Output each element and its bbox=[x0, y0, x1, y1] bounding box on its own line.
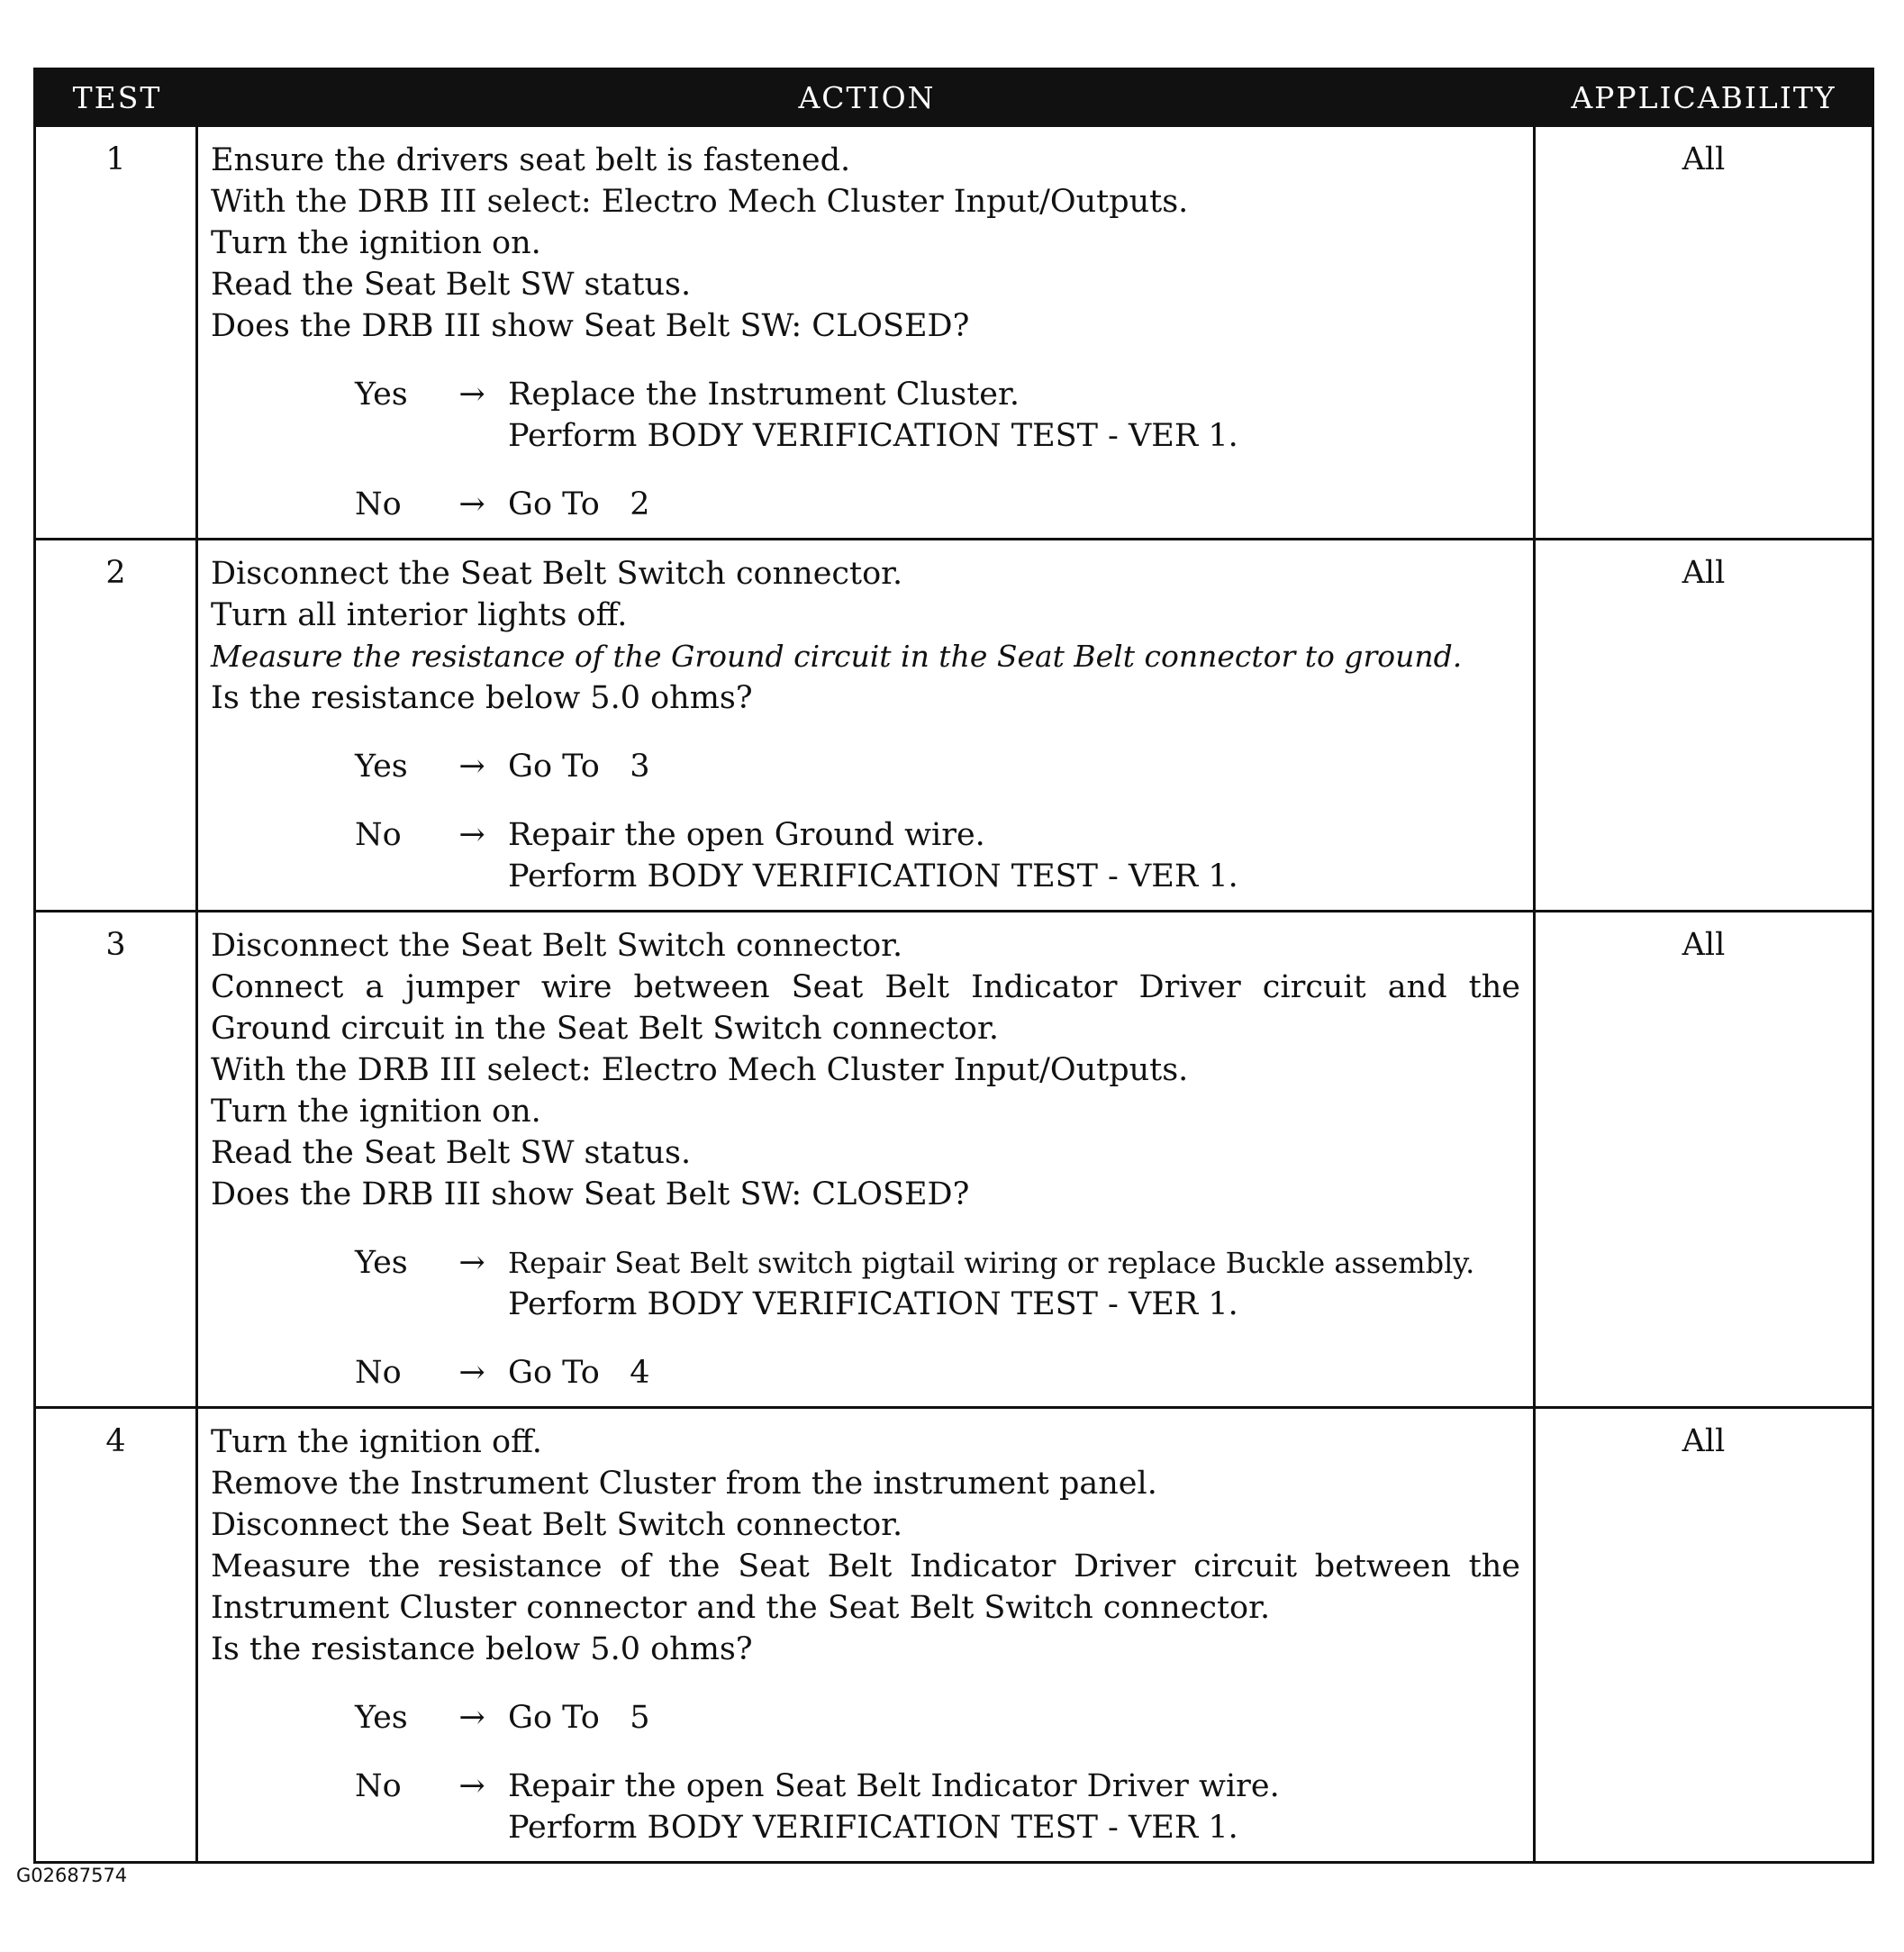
result-line: Repair Seat Belt switch pigtail wiring or replace Buckle assembly. bbox=[508, 1246, 1475, 1280]
arrow-right-icon: → bbox=[458, 1700, 485, 1736]
table-row bbox=[36, 124, 1872, 538]
result-line: Go To 5 bbox=[508, 1700, 650, 1736]
result-line: Perform BODY VERIFICATION TEST - VER 1. bbox=[508, 1286, 1238, 1322]
yes-label: Yes bbox=[355, 377, 408, 413]
action-step: Ensure the drivers seat belt is fastened. bbox=[211, 142, 851, 178]
no-outcome bbox=[355, 484, 1520, 525]
result-line: Go To 3 bbox=[508, 749, 650, 785]
action-step: With the DRB III select: Electro Mech Cluster Input/Outputs. bbox=[211, 184, 1189, 220]
result-line: Repair the open Seat Belt Indicator Driver wire. bbox=[508, 1768, 1280, 1804]
action-cell bbox=[198, 912, 1536, 1406]
no-label: No bbox=[355, 486, 402, 522]
action-step: Remove the Instrument Cluster from the instrument panel. bbox=[211, 1466, 1157, 1502]
table-row bbox=[36, 1406, 1872, 1861]
test-number: 3 bbox=[36, 912, 198, 1406]
test-number: 2 bbox=[36, 540, 198, 910]
header-action: ACTION bbox=[798, 79, 936, 115]
yes-result bbox=[508, 1697, 1520, 1739]
diagnostic-test-table bbox=[33, 68, 1874, 1864]
action-step: Read the Seat Belt SW status. bbox=[211, 267, 692, 303]
header-test: TEST bbox=[72, 79, 162, 115]
no-result bbox=[508, 484, 1520, 525]
yes-outcome bbox=[355, 1697, 1520, 1739]
action-step: Turn the ignition off. bbox=[211, 1424, 542, 1460]
action-cell bbox=[198, 1409, 1536, 1861]
yes-result bbox=[508, 374, 1520, 457]
applicability-value: All bbox=[1682, 555, 1726, 591]
action-step: Connect a jumper wire between Seat Belt Indicator Driver circuit and the Ground circuit in the Seat Belt Switch connector. bbox=[211, 969, 1520, 1047]
result-line: Perform BODY VERIFICATION TEST - VER 1. bbox=[508, 858, 1238, 894]
yes-outcome bbox=[355, 1242, 1520, 1325]
result-line: Perform BODY VERIFICATION TEST - VER 1. bbox=[508, 1810, 1238, 1846]
arrow-right-icon: → bbox=[458, 377, 485, 413]
test-number: 1 bbox=[36, 127, 198, 538]
action-step: With the DRB III select: Electro Mech Cluster Input/Outputs. bbox=[211, 1052, 1189, 1088]
header-applicability: APPLICABILITY bbox=[1571, 79, 1836, 115]
applicability-value: All bbox=[1682, 927, 1726, 963]
arrow-right-icon: → bbox=[458, 1245, 485, 1281]
action-step: Disconnect the Seat Belt Switch connector. bbox=[211, 1507, 903, 1543]
action-step: Disconnect the Seat Belt Switch connector. bbox=[211, 928, 903, 964]
table-row bbox=[36, 910, 1872, 1406]
figure-id: G02687574 bbox=[16, 1865, 128, 1886]
action-step: Measure the resistance of the Ground circuit in the Seat Belt connector to ground. bbox=[211, 639, 1463, 674]
table-header bbox=[36, 70, 1872, 124]
arrow-right-icon: → bbox=[458, 1355, 485, 1391]
action-cell bbox=[198, 127, 1536, 538]
result-line: Go To 2 bbox=[508, 486, 650, 522]
action-step: Turn the ignition on. bbox=[211, 225, 541, 261]
no-label: No bbox=[355, 817, 402, 853]
no-outcome bbox=[355, 1766, 1520, 1848]
no-outcome bbox=[355, 1352, 1520, 1394]
result-line: Repair the open Ground wire. bbox=[508, 817, 985, 853]
action-step: Measure the resistance of the Seat Belt Indicator Driver circuit between the Instrument Cluster connector and the Seat Belt Switch connector. bbox=[211, 1548, 1520, 1626]
arrow-right-icon: → bbox=[458, 749, 485, 785]
yes-outcome bbox=[355, 746, 1520, 787]
action-step: Is the resistance below 5.0 ohms? bbox=[211, 680, 753, 716]
no-result bbox=[508, 1766, 1520, 1848]
action-step: Turn the ignition on. bbox=[211, 1094, 541, 1130]
yes-label: Yes bbox=[355, 749, 408, 785]
arrow-right-icon: → bbox=[458, 486, 485, 522]
arrow-right-icon: → bbox=[458, 817, 485, 853]
result-line: Replace the Instrument Cluster. bbox=[508, 377, 1020, 413]
no-outcome bbox=[355, 814, 1520, 897]
action-step: Is the resistance below 5.0 ohms? bbox=[211, 1631, 753, 1667]
no-label: No bbox=[355, 1768, 402, 1804]
action-step: Turn all interior lights off. bbox=[211, 597, 628, 633]
no-label: No bbox=[355, 1355, 402, 1391]
action-step: Disconnect the Seat Belt Switch connector. bbox=[211, 556, 903, 592]
action-step: Does the DRB III show Seat Belt SW: CLOSED? bbox=[211, 1176, 970, 1212]
result-line: Perform BODY VERIFICATION TEST - VER 1. bbox=[508, 418, 1238, 454]
yes-result bbox=[508, 1242, 1520, 1325]
yes-result bbox=[508, 746, 1520, 787]
applicability-value: All bbox=[1682, 141, 1726, 177]
yes-label: Yes bbox=[355, 1245, 408, 1281]
no-result bbox=[508, 814, 1520, 897]
test-number: 4 bbox=[36, 1409, 198, 1861]
applicability-value: All bbox=[1682, 1423, 1726, 1459]
yes-outcome bbox=[355, 374, 1520, 457]
action-step: Read the Seat Belt SW status. bbox=[211, 1135, 692, 1171]
action-cell bbox=[198, 540, 1536, 910]
result-line: Go To 4 bbox=[508, 1355, 650, 1391]
table-row bbox=[36, 538, 1872, 910]
no-result bbox=[508, 1352, 1520, 1394]
arrow-right-icon: → bbox=[458, 1768, 485, 1804]
yes-label: Yes bbox=[355, 1700, 408, 1736]
action-step: Does the DRB III show Seat Belt SW: CLOSED? bbox=[211, 308, 970, 344]
